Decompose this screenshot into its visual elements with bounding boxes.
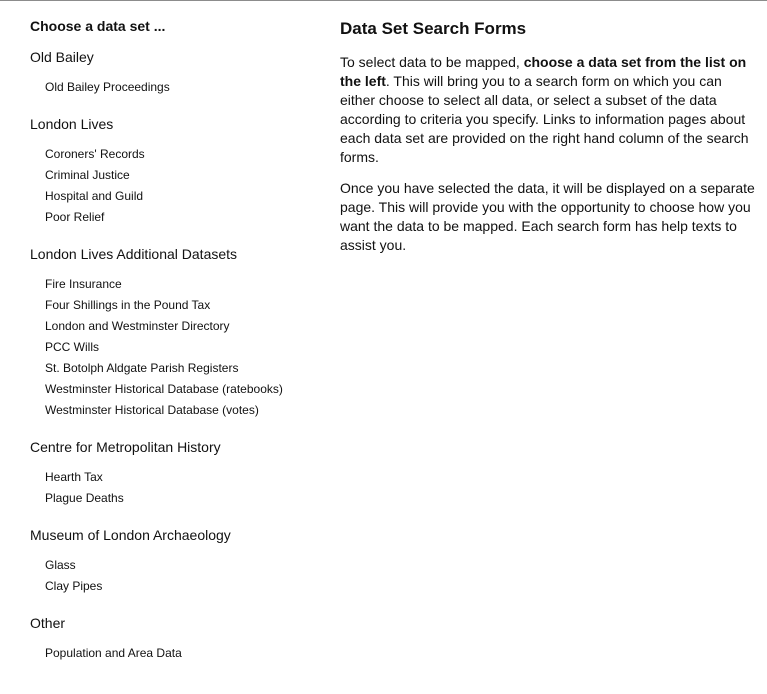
intro-text-end: . This will bring you to a search form on which you can either choose to select all data, or select a subset of the data according to criteria you specify. Links to information pages about each data set are provided on the right hand column of the search forms. xyxy=(340,73,749,165)
dataset-link-poor-relief[interactable]: Poor Relief xyxy=(45,210,105,224)
group-title: London Lives Additional Datasets xyxy=(30,246,238,262)
dataset-list xyxy=(30,77,320,98)
group-london-lives-additional xyxy=(30,246,320,421)
dataset-link-pcc-wills[interactable]: PCC Wills xyxy=(45,340,99,354)
group-museum-london-archaeology xyxy=(30,527,320,597)
group-london-lives xyxy=(30,116,320,228)
dataset-link-coroners-records[interactable]: Coroners' Records xyxy=(45,147,145,161)
dataset-link-criminal-justice[interactable]: Criminal Justice xyxy=(45,168,130,182)
sidebar-heading: Choose a data set ... xyxy=(30,18,166,34)
dataset-link-four-shillings-tax[interactable]: Four Shillings in the Pound Tax xyxy=(45,298,211,312)
results-paragraph: Once you have selected the data, it will be displayed on a separate page. This will provide you with the opportunity to choose how you want the data to be mapped. Each search form has help texts to assist you. xyxy=(340,180,755,253)
dataset-link-westminster-ratebooks[interactable]: Westminster Historical Database (ratebooks) xyxy=(45,382,283,396)
dataset-list xyxy=(30,144,320,228)
dataset-link-plague-deaths[interactable]: Plague Deaths xyxy=(45,491,124,505)
page-title: Data Set Search Forms xyxy=(340,19,527,38)
dataset-link-westminster-votes[interactable]: Westminster Historical Database (votes) xyxy=(45,403,259,417)
dataset-link-hospital-and-guild[interactable]: Hospital and Guild xyxy=(45,189,144,203)
dataset-list xyxy=(30,467,320,509)
dataset-link-population-area-data[interactable]: Population and Area Data xyxy=(45,646,182,660)
group-old-bailey xyxy=(30,49,320,98)
top-divider xyxy=(0,0,767,1)
group-title: Other xyxy=(30,615,66,631)
group-title: Old Bailey xyxy=(30,49,94,65)
dataset-link-hearth-tax[interactable]: Hearth Tax xyxy=(45,470,103,484)
group-title: London Lives xyxy=(30,116,114,132)
dataset-list xyxy=(30,555,320,597)
dataset-link-fire-insurance[interactable]: Fire Insurance xyxy=(45,277,122,291)
group-centre-metropolitan-history xyxy=(30,439,320,509)
dataset-link-glass[interactable]: Glass xyxy=(45,558,76,572)
main-content xyxy=(340,19,755,255)
dataset-link-london-westminster-directory[interactable]: London and Westminster Directory xyxy=(45,319,230,333)
dataset-link-clay-pipes[interactable]: Clay Pipes xyxy=(45,579,103,593)
dataset-link-old-bailey-proceedings[interactable]: Old Bailey Proceedings xyxy=(45,80,170,94)
dataset-list xyxy=(30,643,320,664)
dataset-sidebar xyxy=(30,18,320,664)
group-other xyxy=(30,615,320,664)
intro-paragraph xyxy=(340,53,755,167)
group-title: Museum of London Archaeology xyxy=(30,527,231,543)
dataset-list xyxy=(30,274,320,421)
intro-text-start: To select data to be mapped, xyxy=(340,54,524,70)
dataset-link-st-botolph-registers[interactable]: St. Botolph Aldgate Parish Registers xyxy=(45,361,239,375)
group-title: Centre for Metropolitan History xyxy=(30,439,221,455)
intro-text-emphasis: choose a data set from the list on the left xyxy=(340,54,747,89)
